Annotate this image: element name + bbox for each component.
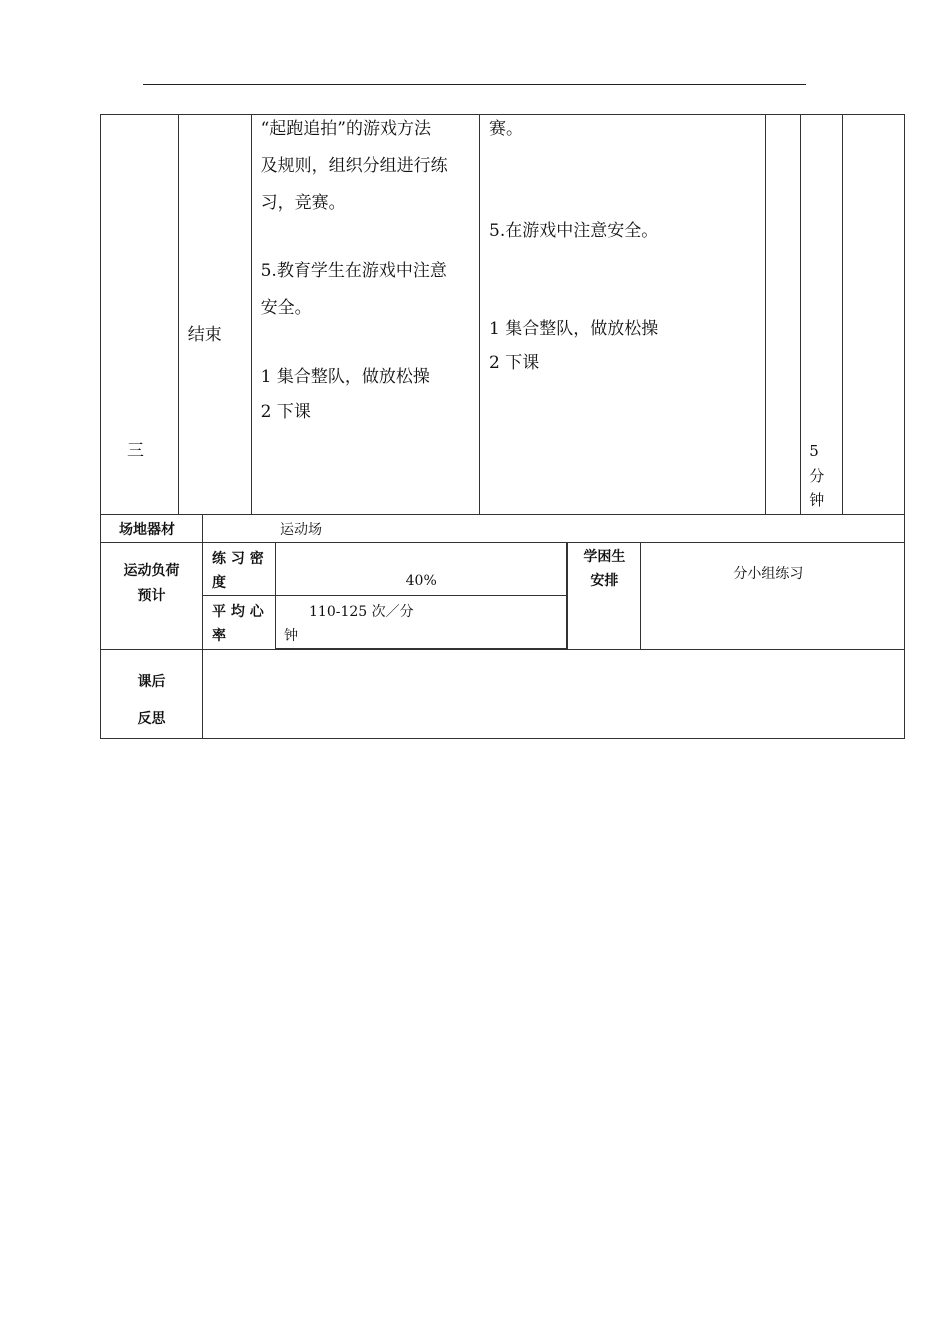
student-line: 2 下课 bbox=[489, 353, 540, 373]
density-value-cell bbox=[276, 543, 567, 596]
teacher-line: 及规则，组织分组进行练 bbox=[260, 156, 448, 176]
load-label: 运动负荷 bbox=[123, 563, 180, 579]
hr-value: 110-125 次／分 bbox=[309, 604, 414, 620]
section-number-cell bbox=[101, 115, 179, 515]
teacher-line: 5.教育学生在游戏中注意 bbox=[260, 261, 447, 281]
hr-label-2: 率 bbox=[212, 628, 226, 644]
teacher-line: 安全。 bbox=[260, 298, 312, 318]
student-line: 1 集合整队，做放松操 bbox=[489, 319, 659, 339]
duration-unit-1: 分 bbox=[809, 467, 825, 485]
struggling-label-2: 安排 bbox=[590, 573, 619, 589]
lesson-stage-table bbox=[100, 114, 905, 515]
load-label-cell bbox=[101, 543, 203, 650]
header-rule bbox=[143, 84, 806, 85]
load-details-cell bbox=[203, 543, 568, 650]
duration-cell bbox=[801, 115, 843, 515]
notes-cell bbox=[843, 115, 905, 515]
student-line: 赛。 bbox=[489, 119, 524, 139]
student-activity-cell bbox=[480, 115, 766, 515]
lesson-info-table bbox=[100, 514, 905, 739]
struggling-value: 分小组练习 bbox=[733, 566, 804, 582]
venue-value-cell bbox=[203, 515, 905, 543]
stage-cell bbox=[178, 115, 251, 515]
load-details bbox=[203, 543, 567, 649]
venue-label-cell bbox=[101, 515, 203, 543]
teacher-line: “起跑追拍”的游戏方法 bbox=[260, 119, 431, 139]
struggling-label: 学困生 bbox=[583, 549, 626, 565]
reflection-label-cell bbox=[101, 650, 203, 739]
reflection-label: 课后 bbox=[137, 674, 166, 690]
hr-value-2: 钟 bbox=[284, 628, 298, 644]
section-number: 三 bbox=[127, 441, 144, 461]
venue-label: 场地器材 bbox=[119, 521, 175, 538]
hr-value-cell bbox=[276, 596, 567, 649]
reflection-label-2: 反思 bbox=[137, 711, 166, 727]
density-label-2: 度 bbox=[212, 575, 226, 591]
teacher-line: 2 下课 bbox=[260, 402, 311, 422]
duration-unit-2: 钟 bbox=[809, 491, 825, 509]
hr-label-cell bbox=[203, 596, 276, 649]
teacher-line: 1 集合整队，做放松操 bbox=[260, 367, 430, 387]
density-label-cell bbox=[203, 543, 276, 596]
struggling-value-cell bbox=[641, 543, 905, 650]
duration-number: 5 bbox=[809, 442, 819, 460]
density-label: 练 习 密 bbox=[212, 551, 264, 567]
stage-label: 结束 bbox=[187, 325, 222, 345]
student-line: 5.在游戏中注意安全。 bbox=[489, 221, 659, 241]
reflection-value-cell bbox=[203, 650, 905, 739]
venue-value: 运动场 bbox=[280, 521, 322, 538]
hr-label: 平 均 心 bbox=[212, 604, 264, 620]
teacher-activity-cell bbox=[251, 115, 479, 515]
teacher-line: 习，竞赛。 bbox=[260, 193, 346, 213]
organization-cell bbox=[766, 115, 801, 515]
density-value: 40% bbox=[405, 573, 437, 589]
load-label-2: 预计 bbox=[137, 588, 166, 604]
struggling-label-cell bbox=[568, 543, 641, 650]
